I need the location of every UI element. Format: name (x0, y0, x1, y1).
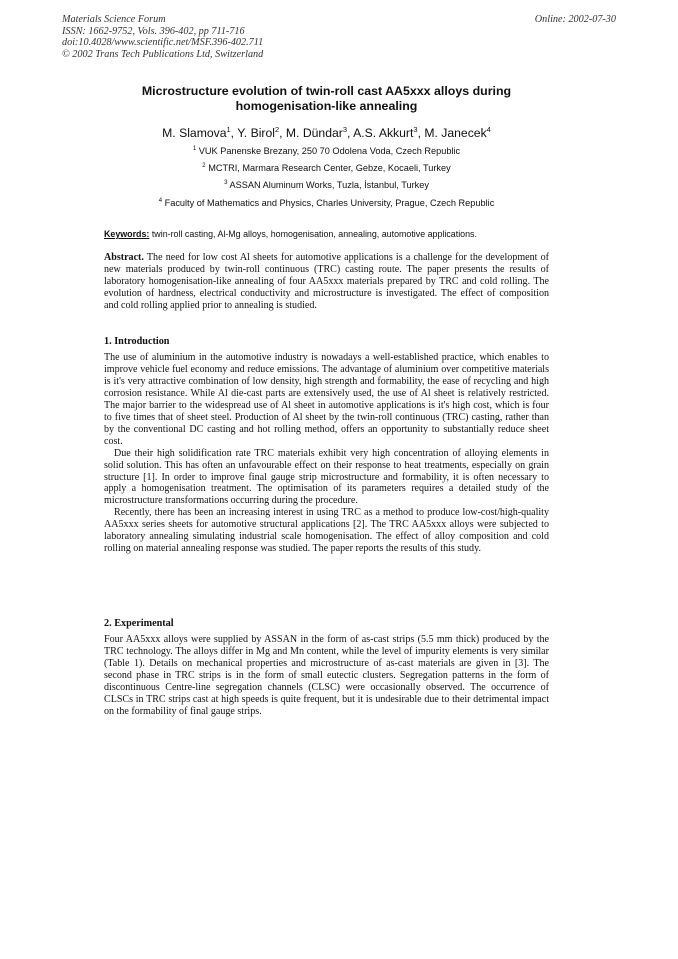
affiliation-text: ASSAN Aluminum Works, Tuzla, İstanbul, Turkey (229, 180, 429, 191)
section-body (104, 352, 549, 555)
abstract (104, 252, 549, 312)
keywords (104, 229, 549, 239)
author-sup: 2 (274, 125, 280, 134)
section-body (104, 634, 549, 718)
abstract-label: Abstract. (104, 252, 144, 263)
journal-name: Materials Science Forum (62, 14, 166, 25)
affiliation-sup: 2 (202, 163, 206, 169)
paragraph: Recently, there has been an increasing interest in using TRC as a method to produce low-cost/high-quality AA5xxx series sheets for automotive structural applications [2]. The TRC AA5xxx alloys were subjected to laboratory annealing simulating industrial scale homogenisation. The effect of alloy composition and cold rolling on material annealing response was studied. The paper reports the results of this study. (104, 507, 549, 555)
affiliation-text: Faculty of Mathematics and Physics, Charles University, Prague, Czech Republic (164, 198, 495, 209)
author-sup: 1 (226, 125, 231, 134)
author: A.S. Akkurt (353, 126, 414, 141)
paragraph: The use of aluminium in the automotive industry is nowadays a well-established practice, which enables to improve vehicle fuel economy and reduce emissions. The advantage of aluminium over competitive materials is it's very attractive combination of low density, high strength and formability, the ease of recycling and high corrosion resistance. While Al die-cast parts are extensively used, the use of Al sheet is relatively restricted. The major barrier to the widespread use of Al sheet in automotive applications is it's high cost, which is four to five times that of sheet steel. Production of Al sheet by the twin-roll continuous (TRC) casting, rather than by the conventional DC casting and hot rolling method, offers an opportunity to substantially reduce sheet cost. (104, 352, 549, 447)
paragraph: Due their high solidification rate TRC materials exhibit very high concentration of alloying elements in solid solution. This has often an unfavourable effect on their response to heat treatments, especially on grain structure [1]. In order to improve final gauge strip microstructure and formability, it is often necessary to apply a homogenisation treatment. The optimisation of its parameters requires a detailed study of the microstructure transformations occurring during the procedure. (104, 447, 549, 507)
affiliation (104, 163, 549, 173)
section-heading: 1. Introduction (104, 336, 170, 347)
affiliation (104, 198, 549, 208)
author-sup: 3 (413, 125, 418, 134)
affiliation-sup: 3 (224, 180, 228, 186)
paragraph: Four AA5xxx alloys were supplied by ASSAN in the form of as-cast strips (5.5 mm thick) produced by the TRC technology. The alloys differ in Mg and Mn content, while the level of impurity elements is very similar (Table 1). Details on mechanical properties and microstructure of as-cast materials are given in [3]. The second phase in TRC strips is in the form of small eutectic clusters. Segregation patterns in the form of discontinuous Centre-line segregation channels (CLSC) were occasionally observed. The occurrence of CLSCs in TRC strips cast at high speeds is quite frequent, but it is undesirable due to their detrimental impact on the formability of final gauge strips. (104, 634, 549, 717)
doi-line: doi:10.4028/www.scientific.net/MSF.396-402.711 (62, 37, 264, 48)
author-list: M. Slamova$^1$, Y. Birol$^2$, M. Dündar$^3$, A.S. Akkurt$^3$, M. Janecek$^4$ (162, 125, 491, 141)
abstract-text: The need for low cost Al sheets for automotive applications is a challenge for the development of new materials produced by twin-roll continuous (TRC) casting route. The paper presents the results of laboratory homogenisation-like annealing of four AA5xxx materials prepared by TRC and cold rolling. The evolution of hardness, electrical conductivity and microstructure is investigated. The effect of composition and cold rolling applied prior to annealing is studied. (104, 252, 549, 311)
affiliation (104, 180, 549, 190)
online-date: Online: 2002-07-30 (534, 14, 616, 25)
affiliation-sup: 4 (158, 198, 163, 204)
author: M. Dündar (285, 126, 343, 141)
keywords-text: twin-roll casting, Al-Mg alloys, homogenisation, annealing, automotive applications. (151, 229, 477, 239)
author: M. Janecek (424, 126, 487, 141)
affiliation-sup: 1 (192, 146, 197, 152)
keywords-label: Keywords: (104, 229, 150, 239)
author: Y. Birol (237, 126, 275, 141)
issn-line: ISSN: 1662-9752, Vols. 396-402, pp 711-716 (62, 25, 245, 37)
author: M. Slamova (162, 126, 227, 141)
copyright-line: © 2002 Trans Tech Publications Ltd, Switzerland (62, 48, 264, 60)
affiliation-text: MCTRI, Marmara Research Center, Gebze, Kocaeli, Turkey (208, 163, 451, 174)
affiliation (104, 146, 549, 156)
affiliation-text: VUK Panenske Brezany, 250 70 Odolena Voda, Czech Republic (198, 146, 461, 157)
paper-title: Microstructure evolution of twin-roll cast AA5xxx alloys during homogenisation-like annealing (141, 84, 512, 113)
journal-header (62, 14, 263, 60)
author-sup: 4 (486, 125, 491, 134)
author-sup: 3 (342, 125, 347, 134)
section-heading: 2. Experimental (104, 618, 174, 629)
